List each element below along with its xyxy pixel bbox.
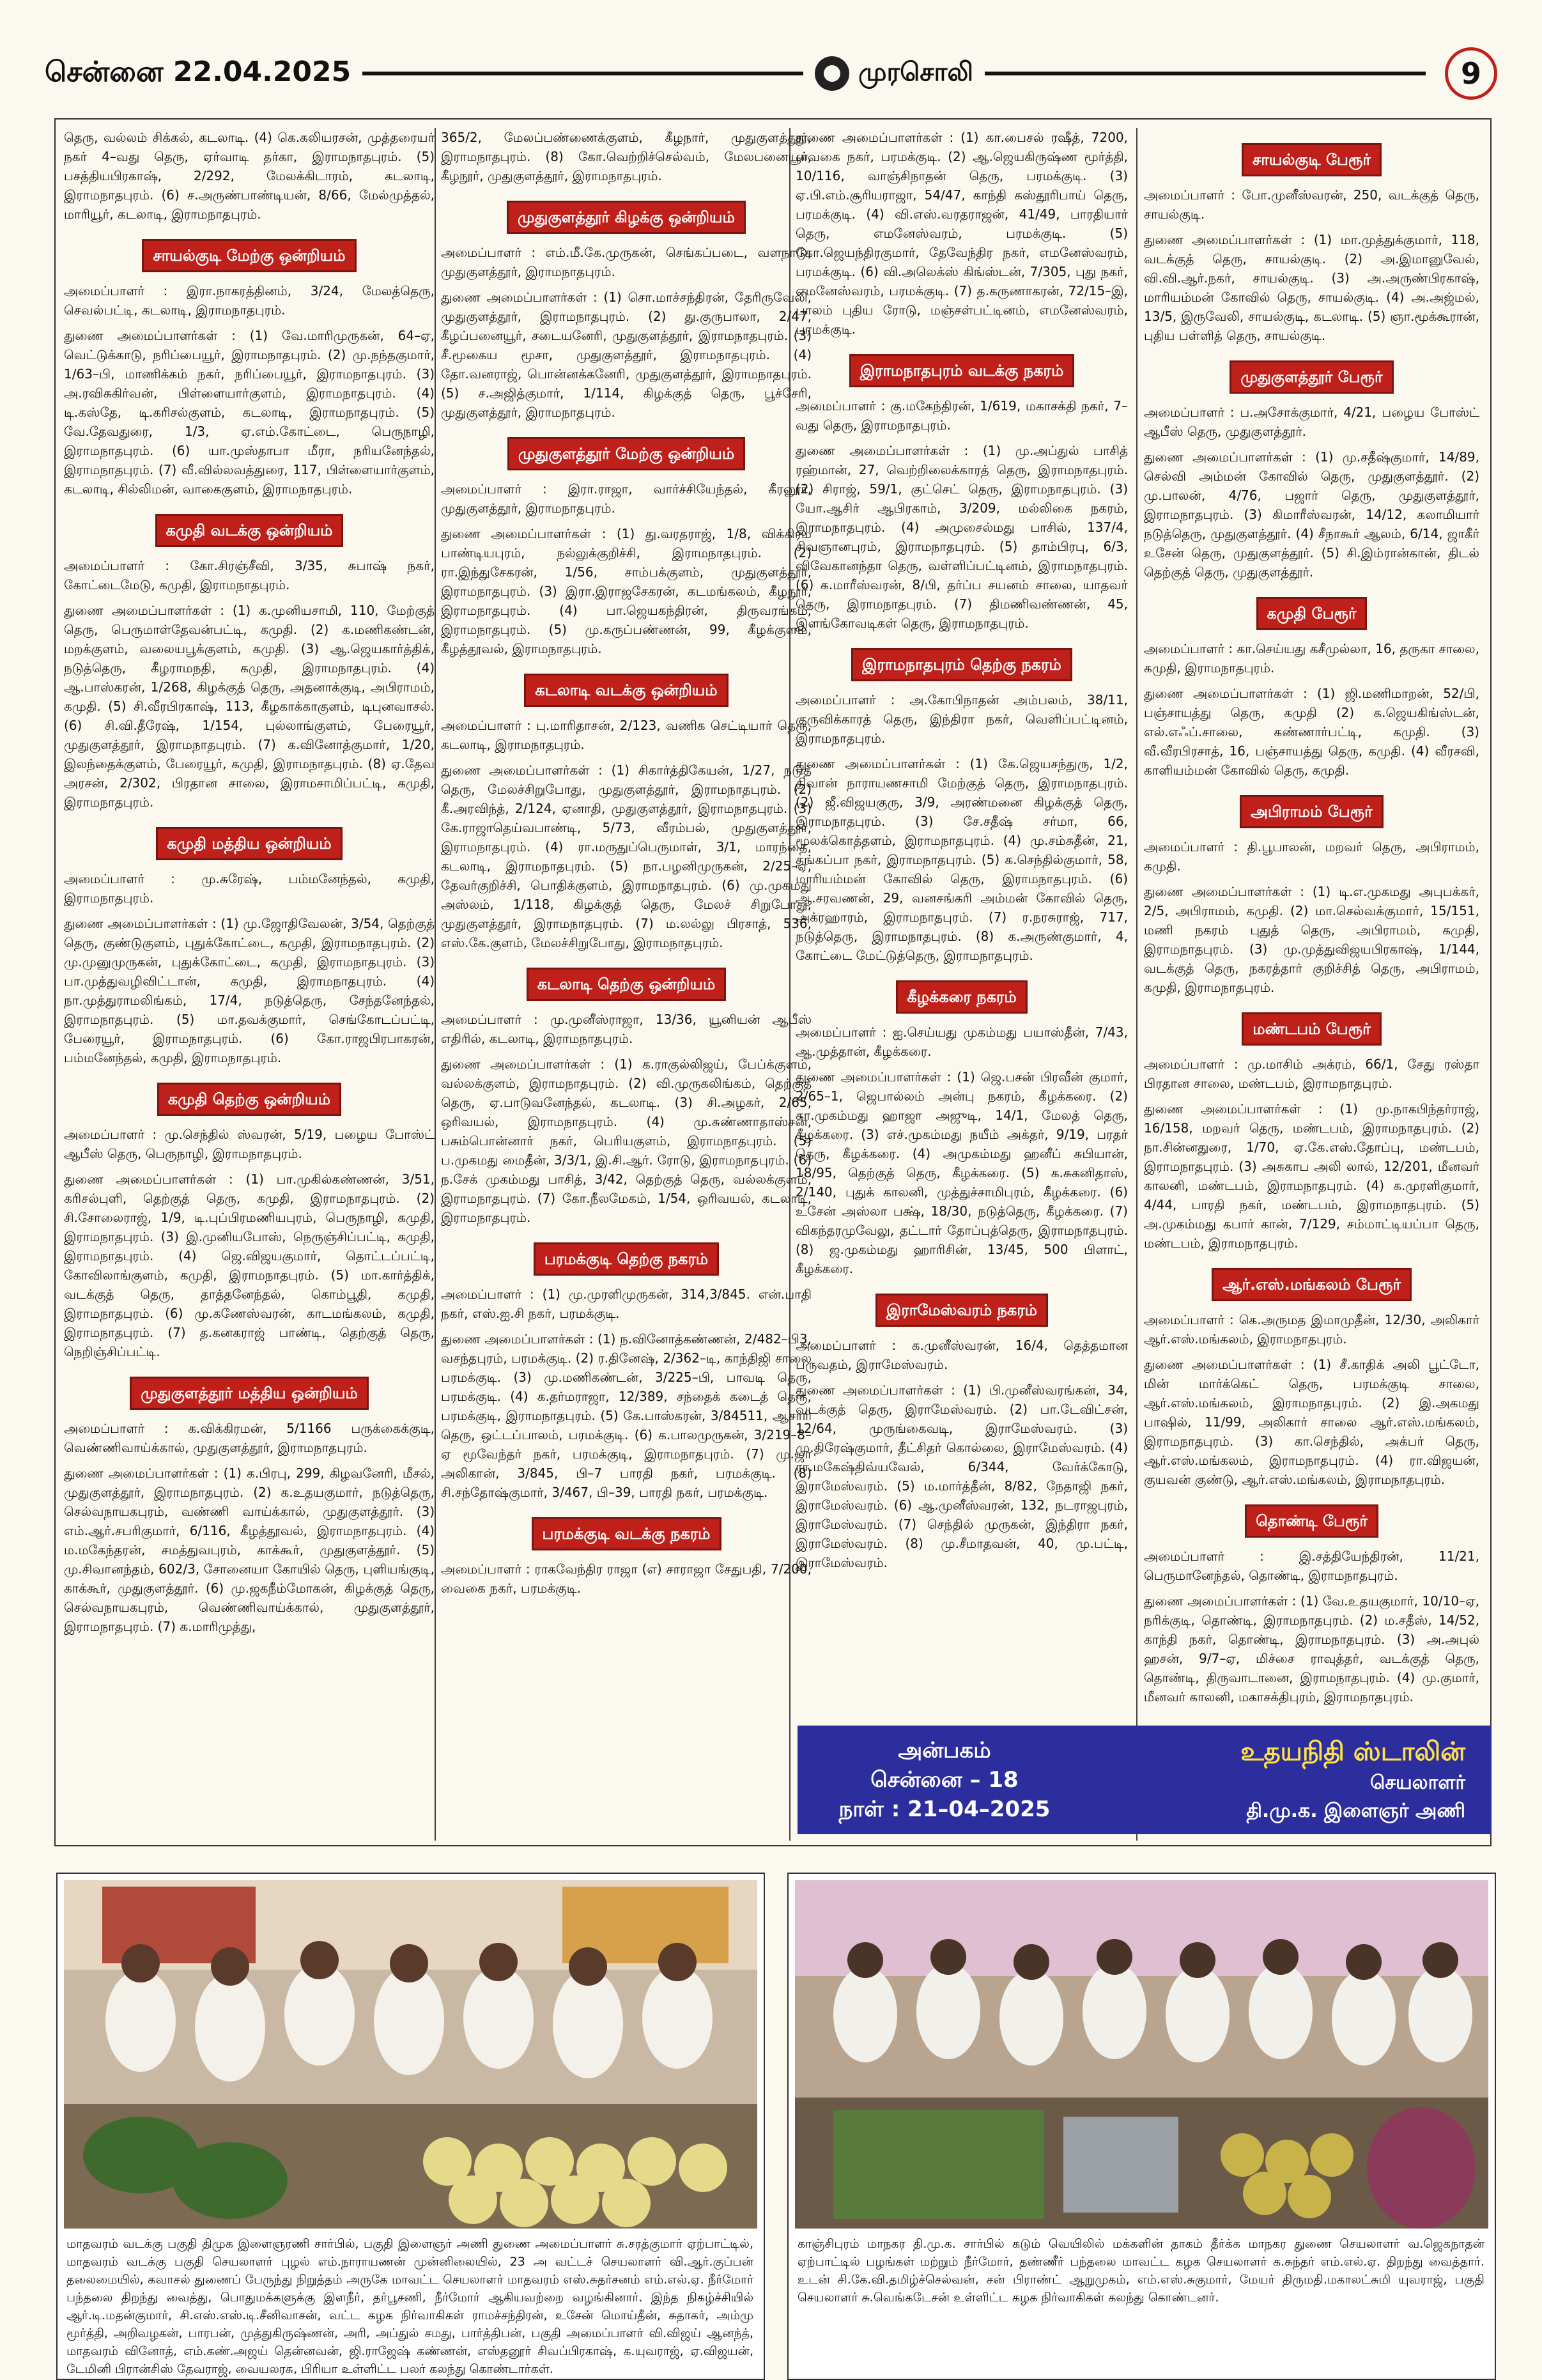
- paragraph: அமைப்பாளர் : க.விக்கிரமன், 5/1166 பருக்கைக்குடி, வெண்ணிவாய்க்கால், முதுகுளத்தூர், இராமநாதபுரம்.: [64, 1421, 435, 1455]
- paragraph: துணை அமைப்பாளர்கள் : (1) மா.முத்துக்குமார், 118, வடக்குத் தெரு, சாயல்குடி. (2) அ.இமானுவேல், வி.வி.ஆர்.நகர், சாயல்குடி. (3) அ.அருண்பிரகாஷ், மாரியம்மன் கோவில் தெரு, சாயல்குடி. (4) அ.அஜ்மல், 13/5, இருவேலி, சாயல்குடி, கடலாடி. (5) ஞா.மூக்கூரான், புதிய பள்ளித் தெரு, சாயல்குடி.: [1144, 232, 1479, 343]
- paragraph: துணை அமைப்பாளர்கள் : (1) க.பிரபு, 299, கிழவனேரி, மீசல், முதுகுளத்தூர், இராமநாதபுரம். (2) க.உதயகுமார், நடுத்தெரு, செல்வநாயகபுரம், வண்ணி வாய்க்கால், முதுகுளத்தூர். (3) எம்.ஆர்.சபரிகுமார், 6/116, கீழத்தூவல், இராமநாதபுரம். (4) ம.மகேந்தரன், சமத்துவபுரம், காக்கூர், முதுகுளத்தூர். (5) மு.சிவானந்தம், 602/3, சோனையா கோயில் தெரு, புளியங்குடி, காக்கூர், முதுகுளத்தூர். (6) மு.ஜகநீம்மோகன், கிழக்குத் தெரு, செல்வநாயகபுரம், வெண்ணிவாய்க்கால், முதுகுளத்தூர், இராமநாதபுரம். (7) க.மாரிமுத்து,: [64, 1465, 435, 1634]
- section-heading: கமுதி மத்திய ஒன்றியம்: [156, 827, 342, 860]
- paragraph: துணை அமைப்பாளர்கள் : (1) பி.முனீஸ்வரங்கன், 34, வடக்குத் தெரு, இராமேஸ்வரம். (2) பா.டேவிட்சன், 12/64, முருங்கைவடி, இராமேஸ்வரம். (3) மு.திரேஷ்குமார், தீட்சிதர் கொல்லை, இராமேஸ்வரம். (4) ரா.மகேஷ்திவ்யவேல், 6/344, வேர்க்கோடு, இராமேஸ்வரம். (5) ம.மார்த்தீன், 8/82, நேதாஜி நகர், இராமேஸ்வரம். (6) ஆ.முனீஸ்வரன், 132, நடராஜபுரம், இராமேஸ்வரம். (7) செந்தில் முருகன், இந்திரா நகர், இராமேஸ்வரம். (8) மு.சீமாதவன், 40, மு.பட்டி, இராமேஸ்வரம்.: [796, 1382, 1128, 1570]
- photo-caption: மாதவரம் வடக்கு பகுதி திமுக இளைஞரணி சார்பில், பகுதி இளைஞர் அணி துணை அமைப்பாளர் சு.சரத்குமார் ஏற்பாட்டில், மாதவரம் வடக்கு பகுதி செயலாளர் புழல் எம்.நாராயணன் முன்னிலையில், 23 அ வட்டச் செயலாளர் வி.ஆர்.குப்பன் தலைமையில், கவாசல் துணைப் பேருந்து நிறுத்தம் அருகே மாவட்ட செயலாளர் மாதவரம் எஸ்.சுதர்சனம் எம்.எல்.ஏ. நீர்மோர் பந்தலை திறந்து வைத்து, பொதுமக்களுக்கு இளநீர், தர்பூசணி, நீர்மோர் ஆகியவற்றை வழங்கினார். இந்த நிகழ்ச்சியில் ஆர்.டி.மதன்குமார், சி.எஸ்.எஸ்.டி.சீனிவாசன், வட்ட கழக நிர்வாகிகள் ராமச்சந்திரன், உசேன் மொய்தீன், சுதாகர், அம்மு மூர்த்தி, அறிவழகன், பாரபன், முத்துகிருஷ்ணன், அரி, அப்துல் சமது, பார்த்திபன், பகுதி அமைப்பாளர் வி.விஜய் ஆனந்த், மாதவரம் வினோத், எம்.கண்.அஜய் தென்னவன், ஜி.ராஜேஷ் கண்ணன், எஸ்தனூர் சிவப்பிரகாஷ், க.யுவராஜ், ஏ.விஜயன், டேமினி பிரான்சிஸ் தேவராஜ், வையலரசு, பிரியா உள்ளிட்ட பலர் கலந்து கொண்டார்கள்.: [66, 2237, 753, 2376]
- paragraph: துணை அமைப்பாளர்கள் : (1) டி.எ.முகமது அபுபக்கர், 2/5, அபிராமம், கமுதி. (2) மா.செல்வக்குமார், 15/151, மணி நகரம் புதுத் தெரு, அபிராமம், கமுதி, இராமநாதபுரம். (3) மு.முத்துவிஜயபிரகாஷ், 1/144, வடக்குத் தெரு, நகரத்தார் குறிச்சித் தெரு, அபிராமம், கமுதி, இராமநாதபுரம்.: [1144, 884, 1479, 995]
- paragraph: அமைப்பாளர் : மு.மாசிம் அக்ரம், 66/1, சேது ரஸ்தா பிரதான சாலை, மண்டபம், இராமநாதபுரம்.: [1144, 1056, 1479, 1091]
- paragraph: அமைப்பாளர் : போ.முனீஸ்வரன், 250, வடக்குத் தெரு, சாயல்குடி.: [1144, 187, 1479, 222]
- paragraph: அமைப்பாளர் : ராகவேந்திர ராஜா (எ) சாராஜா சேதுபதி, 7/200, வைகை நகர், பரமக்குடி.: [441, 1561, 812, 1596]
- paragraph: அமைப்பாளர் : க.முனீஸ்வரன், 16/4, தெத்தமான பருவதம், இராமேஸ்வரம்.: [796, 1338, 1128, 1372]
- page-number: 9: [1445, 47, 1497, 100]
- paragraph: துணை அமைப்பாளர்கள் : (1) சொ.மாச்சந்திரன், தேரிருவேலி, முதுகுளத்தூர், இராமநாதபுரம். (2) து.குருபாலா, 2/47, கீழப்பனையூர், சடையனேரி, முதுகுளத்தூர், இராமநாதபுரம். (3) சீ.மூகைய மூசா, முதுகுளத்தூர், இராமநாதபுரம். (4) தோ.வனராஜ், பொன்னக்கனேரி, முதுகுளத்தூர், இராமநாதபுரம். (5) ச.அஜித்குமார், 1/114, கிழக்குத் தெரு, பூச்சேரி, முதுகுளத்தூர், இராமநாதபுரம்.: [441, 290, 812, 420]
- paragraph: துணை அமைப்பாளர்கள் : (1) மு.சதீஷ்குமார், 14/89, செல்வி அம்மன் கோவில் தெரு, முதுகுளத்தூர். (2) மு.பாலன், 4/76, பஜார் தெரு, முதுகுளத்தூர், இராமநாதபுரம். (3) கிமாரீஸ்வரன், 14/12, கலாமியார் நடுத்தெரு, முதுகுளத்தூர். (4) சீநாகூர் ஆலம், 6/14, ஜாகீர் உசேன் தெரு, முதுகுளத்தூர். (5) சி.இம்ரான்கான், திடல் தெற்குத் தெரு, முதுகுளத்தூர்.: [1144, 449, 1479, 580]
- masthead-rule-right: [985, 72, 1426, 75]
- signatory-role: செயலாளர்: [1369, 1772, 1465, 1794]
- section-heading: கடலாடி தெற்கு ஒன்றியம்: [527, 968, 726, 1001]
- notice-place: அன்பகம்: [898, 1738, 991, 1763]
- text-column-3: [796, 128, 1128, 1713]
- paper-brand: [815, 56, 973, 91]
- section-heading: அபிராமம் பேரூர்: [1240, 795, 1383, 828]
- section-heading: இராமநாதபுரம் தெற்கு நகரம்: [851, 648, 1072, 681]
- masthead: [45, 45, 1497, 102]
- paragraph: துணை அமைப்பாளர்கள் : (1) ஜி.மணிமாறன், 52/பி, பஞ்சாயத்து தெரு, கமுதி (2) க.ஜெயகிங்ஸ்டன், எல்.எஃப்.சாலை, கண்ணார்பட்டி, கமுதி. (3) வீ.வீரபிரசாத், 16, பஞ்சாயத்து தெரு, கமுதி. (4) வீரசவி, காளியம்மன் கோவில் தெரு, கமுதி.: [1144, 686, 1479, 778]
- notice-signatory: [1091, 1726, 1491, 1834]
- masthead-rule-left: [362, 72, 803, 75]
- paragraph: துணை அமைப்பாளர்கள் : (1) சீ.காதிக் அலி பூட்டோ, மின் மார்க்கெட் தெரு, பரமக்குடி சாலை, ஆர்.எஸ்.மங்கலம், இராமநாதபுரம். (2) இ.அகமது பாஷில், 11/99, அலிகார் சாலை ஆர்.எஸ்.மங்கலம், இராமநாதபுரம். (3) கா.செந்தில், அக்பர் தெரு, ஆர்.எஸ்.மங்கலம், இராமநாதபுரம். (4) ரா.விஜயன், குயவன் குண்டு, ஆர்.எஸ்.மங்கலம், இராமநாதபுரம்.: [1144, 1357, 1479, 1487]
- paragraph: அமைப்பாளர் : மு.முனீஸ்ராஜா, 13/36, யூனியன் ஆபீஸ் எதிரில், கடலாடி, இராமநாதபுரம்.: [441, 1012, 812, 1046]
- paragraph: அமைப்பாளர் : கெ.அருமத இமாமுதீன், 12/30, அலிகார் ஆர்.எஸ்.மங்கலம், இராமநாதபுரம்.: [1144, 1312, 1479, 1347]
- signatory-name: உதயநிதி ஸ்டாலின்: [1240, 1737, 1465, 1766]
- photo-fruit-distribution: [64, 1880, 757, 2229]
- section-heading: கமுதி பேரூர்: [1256, 597, 1368, 630]
- paragraph: துணை அமைப்பாளர்கள் : (1) மு.ஜோதிவேலன், 3/54, தெற்குத் தெரு, குண்டுகுளம், புதுக்கோட்டை, கமுதி, இராமநாதபுரம். (2) மு.முனுமுருகன், புதுக்கோட்டை, கமுதி, இராமநாதபுரம். (3) பா.முத்துவழிவிட்டான், கமுதி, இராமநாதபுரம். (4) நா.முத்துராமலிங்கம், 17/4, நடுத்தெரு, சேந்தனேந்தல், இராமநாதபுரம். (5) மா.தவக்குமார், செங்கோடப்பட்டி, பேரையூர், இராமநாதபுரம். (6) கோ.ராஜபிரபாகரன், பம்மனேந்தல், கமுதி, இராமநாதபுரம்.: [64, 916, 435, 1065]
- section-heading: இராமேஸ்வரம் நகரம்: [875, 1294, 1048, 1327]
- paragraph: துணை அமைப்பாளர்கள் : (1) கா.பைசல் ரஷீத், 7200, வைகை நகர், பரமக்குடி. (2) ஆ.ஜெயகிருஷ்ண மூர்த்தி, 10/116, வாஞ்சிநாதன் தெரு, பரமக்குடி. (3) ஏ.பி.எம்.சூரியராஜா, 54/47, காந்தி கஸ்தூரிபாய் தெரு, பரமக்குடி. (4) வி.எஸ்.வரதராஜன், 41/49, பாரதியார் தெரு, எமனேஸ்வரம், பரமக்குடி. (5) கோ.ஜெயந்திரகுமார், தேவேந்திர நகர், எமனேஸ்வரம், பரமக்குடி. (6) வி.அலெக்ஸ் கிங்ஸ்டன், 7/305, புது நகர், எமனேஸ்வரம், பரமக்குடி. (7) த.கருணாகரன், 72/15–இ, பாலம் புதிய ரோடு, மஞ்சள்பட்டினம், எமனேஸ்வரம், பரமக்குடி.: [796, 130, 1128, 337]
- paragraph: அமைப்பாளர் : தி.பூபாலன், மறவர் தெரு, அபிராமம், கமுதி.: [1144, 839, 1479, 874]
- section-heading: தொண்டி பேரூர்: [1245, 1504, 1378, 1538]
- news-photo-1: [56, 1873, 765, 2380]
- text-column-1: [64, 128, 435, 1841]
- paragraph: துணை அமைப்பாளர்கள் : (1) ந.வினோத்கண்ணன், 2/482–பி3, வசந்தபுரம், பரமக்குடி. (2) ர.தினேஷ், 2/362–டி, காந்திஜி சாலை பரமக்குடி. (3) மு.மணிகண்டன், 3/225–பி, பாவடி தெரு, பரமக்குடி. (4) க.தர்மராஜா, 12/389, சந்தைக் கடைத் தெரு, பரமக்குடி, இராமநாதபுரம். (5) கே.பாஸ்கரன், 3/84511, ஆசாரி தெரு, ஒட்டப்பாலம், பரமக்குடி. (6) க.பாலமுருகன், 3/219–8–ஏ மூவேந்தர் நகர், பரமக்குடி, இராமநாதபுரம். (7) மு.ஜா அலிகான், 3/845, பி–7 பாரதி நகர், பரமக்குடி. (8) சி.சந்தோஷ்குமார், 3/467, பி–39, பாரதி நகர், பரமக்குடி.: [441, 1331, 812, 1500]
- paragraph: அமைப்பாளர் : இரா.நாகரத்தினம், 3/24, மேலத்தெரு, செவல்பட்டி, கடலாடி, இராமநாதபுரம்.: [64, 283, 435, 318]
- section-heading: முதுகுளத்தூர் மத்திய ஒன்றியம்: [130, 1377, 369, 1410]
- paragraph: 365/2, மேலப்பண்ணைக்குளம், கீழநார், முதுகுளத்தூர், இராமநாதபுரம். (8) கோ.வெற்றிச்செல்வம், மேலபனையூர், கீழநூர், முதுகுளத்தூர், இராமநாதபுரம்.: [441, 130, 812, 183]
- date-line: சென்னை 22.04.2025: [45, 55, 351, 88]
- section-heading: கடலாடி வடக்கு ஒன்றியம்: [524, 674, 728, 707]
- paragraph: துணை அமைப்பாளர்கள் : (1) மு.நாகபிந்தர்ராஜ், 16/158, மறவர் தெரு, மண்டபம், இராமநாதபுரம். (2) நா.சின்னதுரை, 1/70, ஏ.கே.எஸ்.தோப்பு, மண்டபம், இராமநாதபுரம். (3) அசுகாப அலி லால், 12/201, மீனவர் காலனி, மண்டபம், இராமநாதபுரம். (4) க.முரளிகுமார், 4/44, பாரதி நகர், மண்டபம், இராமநாதபுரம். (5) அ.முகம்மது கபார் கான், 7/129, சம்மாட்டியப்பா தெரு, மண்டபம், இராமநாதபுரம்.: [1144, 1101, 1479, 1251]
- photo-water-pandal: [795, 1880, 1488, 2229]
- section-heading: பரமக்குடி தெற்கு நகரம்: [534, 1242, 719, 1276]
- paragraph: அமைப்பாளர் : (1) மு.முரளிமுருகன், 314,3/845. என்.பாதி நகர், எஸ்.ஐ.சி நகர், பரமக்குடி.: [441, 1287, 812, 1321]
- paragraph: அமைப்பாளர் : கா.செய்யது கசீமுல்லா, 16, தருகா சாலை, கமுதி, இராமநாதபுரம்.: [1144, 641, 1479, 676]
- paragraph: துணை அமைப்பாளர்கள் : (1) வே.உதயகுமார், 10/10–ஏ, நரிக்குடி, தொண்டி, இராமநாதபுரம். (2) ம.சதீஸ், 14/52, காந்தி நகர், தொண்டி, இராமநாதபுரம். (3) அ.அபுல் ஹசன், 9/7–ஏ, மிச்சை ராவுத்தர், வடக்குத் தெரு, தொண்டி, திருவாடானை, இராமநாதபுரம். (4) மு.குமார், மீனவர் காலனி, மகாசக்திபுரம், இராமநாதபுரம்.: [1144, 1593, 1479, 1704]
- notice-city: சென்னை – 18: [870, 1767, 1019, 1793]
- paragraph: அமைப்பாளர் : ஐ.செய்யது முகம்மது பயாஸ்தீன், 7/43, ஆ.முத்தான், கீழக்கரை.: [796, 1024, 1128, 1059]
- paragraph: துணை அமைப்பாளர்கள் : (1) து.வரதராஜ், 1/8, விக்கிரம பாண்டியபுரம், நல்லுக்குறிச்சி, இராமநாதபுரம். (2) ரா.இந்துசேகரன், 1/56, சாம்பக்குளம், முதுகுளத்தூர், இராமநாதபுரம். (3) இரா.இராஜசேகரன், கடமங்கலம், கீழநூர், இராமநாதபுரம். (4) பா.ஜெயகந்திரன், திருவரங்கம், இராமநாதபுரம். (5) மு.கருப்பண்ணன், 99, கீழக்குளம், கீழத்தூவல், இராமநாதபுரம்.: [441, 526, 812, 656]
- paragraph: அமைப்பாளர் : பு.மாரிதாசன், 2/123, வணிக செட்டியார் தெரு, கடலாடி, இராமநாதபுரம்.: [441, 718, 812, 752]
- text-column-4: [1144, 128, 1479, 1713]
- paragraph: துணை அமைப்பாளர்கள் : (1) ஜெ.பசன் பிரவீன் குமார், 2/65–1, ஜெபால்லம் அன்பு நகரம், கீழக்கரை. (2) கா.முகம்மது ஹாஜா அஜுடி, 14/1, மேலத் தெரு, கீழக்கரை. (3) எச்.முகம்மது நயீம் அக்தர், 9/19, பரதர் தெரு, கீழக்கரை. (4) அமுகம்மது ஹனீப் சுபியான், 18/95, தெற்குத் தெரு, கீழக்கரை. (5) க.சுகனிதாஸ், 2/140, புதுக் காலனி, முத்துச்சாமிபுரம், கீழக்கரை. (6) உசேன் அஸ்லா பக்ஷ், 18/30, நடுத்தெரு, கீழக்கரை. (7) விகந்தரமுவேலு, தட்டார் தோப்புத்தெரு, இராமநாதபுரம். (8) ஜ.முகம்மது ஹாரிசின், 13/45, 500 பிளாட், கீழக்கரை.: [796, 1069, 1128, 1276]
- paragraph: அமைப்பாளர் : மு.செந்தில் ஸ்வரன், 5/19, பழைய போஸ்ட் ஆபீஸ் தெரு, பெருநாழி, இராமநாதபுரம்.: [64, 1127, 435, 1161]
- section-heading: சாயல்குடி மேற்கு ஒன்றியம்: [142, 239, 356, 272]
- paragraph: அமைப்பாளர் : இ.சத்தியேந்திரன், 11/21, பெருமானேந்தல், தொண்டி, இராமநாதபுரம்.: [1144, 1549, 1479, 1583]
- section-heading: ஆர்.எஸ்.மங்கலம் பேரூர்: [1212, 1268, 1412, 1301]
- paragraph: அமைப்பாளர் : கோ.சிரஞ்சீவி, 3/35, சுபாஷ் நகர், கோட்டைமேடு, கமுதி, இராமநாதபுரம்.: [64, 558, 435, 592]
- paragraph: தெரு, வல்லம் சிக்கல், கடலாடி. (4) கெ.கலியரசன், முத்தரையர் நகர் 4–வது தெரு, ஏர்வாடி தர்கா, இராமநாதபுரம். (5) பசத்தியபிரகாஷ், 2/292, மேலக்கிடாரம், கடலாடி, இராமநாதபுரம். (6) ச.அருண்பாண்டியன், 8/66, மேல்முத்தல், மாரியூர், கடலாடி, இராமநாதபுரம்.: [64, 130, 435, 222]
- section-heading: முதுகுளத்தூர் மேற்கு ஒன்றியம்: [507, 437, 745, 470]
- paragraph: அமைப்பாளர் : கு.மகேந்திரன், 1/619, மகாசக்தி நகர், 7–வது தெரு, இராமநாதபுரம்.: [796, 398, 1128, 433]
- notice-box: [798, 1726, 1491, 1834]
- paragraph: துணை அமைப்பாளர்கள் : (1) பா.முகில்கண்ணன், 3/51, கரிசல்புளி, தெற்குத் தெரு, கமுதி, இராமநாதபுரம். (2) சி.சோலைராஜ், 1/9, டி.புப்பிரமணியபுரம், பெருநாழி, கமுதி, இராமநாதபுரம். (3) இ.முனியபோஸ், நெருஞ்சிப்பட்டி, கமுதி, இராமநாதபுரம். (4) ஜெ.விஜயகுமார், தொட்டப்பட்டி, கோவிலாங்குளம், கமுதி, இராமநாதபுரம். (5) மா.கார்த்திக், வடக்குத் தெரு, தாத்தனேந்தல், கொம்பூதி, கமுதி, இராமநாதபுரம். (6) மு.கணேஸ்வரன், காடமங்கலம், கமுதி, இராமநாதபுரம். (7) த.கனகராஜ் பாண்டி, தெற்குத் தெரு, நெறிஞ்சிப்பட்டி.: [64, 1171, 435, 1359]
- section-heading: முதுகுளத்தூர் கிழக்கு ஒன்றியம்: [507, 201, 746, 234]
- section-heading: இராமநாதபுரம் வடக்கு நகரம்: [849, 354, 1075, 387]
- photo-caption: காஞ்சிபுரம் மாநகர தி.மு.க. சார்பில் கடும் வெயிலில் மக்களின் தாகம் தீர்க்க மாநகர துணை செயலாளர் வ.ஜெகநாதன் ஏற்பாட்டில் பழங்கள் மற்றும் நீர்மோர், தண்ணீர் பந்தலை மாவட்ட கழக செயலாளர் க.சுந்தர் எம்.எல்.ஏ. திறந்து வைத்தார். உடன் சி.கே.வி.தமிழ்ச்செல்வன், சன் பிராண்ட் ஆறுமுகம், எம்.எஸ்.சுகுமார், மேயர் திருமதி.மகாலட்சுமி யுவராஜ், பகுதி செயலாளர் சு.வெங்கடேசன் உள்ளிட்ட கழக நிர்வாகிகள் கலந்து கொண்டனர்.: [798, 2237, 1484, 2305]
- section-heading: பரமக்குடி வடக்கு நகரம்: [532, 1517, 721, 1550]
- section-heading: கீழக்கரை நகரம்: [896, 980, 1027, 1014]
- notice-place-date: [798, 1726, 1091, 1834]
- column-divider: [435, 128, 436, 1841]
- notice-date: நாள் : 21–04–2025: [838, 1797, 1051, 1822]
- section-heading: முதுகுளத்தூர் பேரூர்: [1230, 360, 1393, 394]
- section-heading: சாயல்குடி பேரூர்: [1242, 143, 1382, 176]
- section-heading: மண்டபம் பேரூர்: [1242, 1012, 1381, 1046]
- column-divider: [1136, 128, 1137, 1841]
- section-heading: கமுதி தெற்கு ஒன்றியம்: [157, 1083, 341, 1116]
- paper-name: முரசொலி: [858, 57, 974, 87]
- paragraph: அமைப்பாளர் : மு.சுரேஷ், பம்மனேந்தல், கமுதி, இராமநாதபுரம்.: [64, 871, 435, 906]
- paragraph: துணை அமைப்பாளர்கள் : (1) சிகார்த்திகேயன், 1/27, நடுத் தெரு, மேலச்சிறுபோது, முதுகுளத்தூர், இராமநாதபுரம். (2) கீ.அரவிந்த், 2/124, ஏனாதி, முதுகுளத்தூர், இராமநாதபுரம். (3) கே.ராஜாதெய்வபாண்டி, 5/73, வீரம்பல், முதுகுளத்தூர், இராமநாதபுரம். (4) ரா.மருதுப்பெருமாள், 3/1, மாரந்தை, கடலாடி, இராமநாதபுரம். (5) நா.பழனிமுருகன், 2/25–ஏ, தேவர்குறிச்சி, பொதிக்குளம், இராமநாதபுரம். (6) மு.முகமது அஸ்லம், 1/118, கிழக்குத் தெரு, மேலச் சிறுபோது, முதுகுளத்தூர், இராமநாதபுரம். (7) ம.லல்லு பிரசாத், 536, எஸ்.கே.குளம், மேலச்சிறுபோது, இராமநாதபுரம்.: [441, 762, 812, 950]
- paragraph: துணை அமைப்பாளர்கள் : (1) க.ராகுல்லிஜய், பேப்க்குளம், வல்லக்குளம், இராமநாதபுரம். (2) வி.முருகலிங்கம், தெற்குத் தெரு, ஏ.பாடுவனேந்தல், கடலாடி. (3) சி.அழகர், 2/65, ஒரிவயல், இராமநாதபுரம். (4) மு.சுண்ணாதாஸ்சன், பசும்பொன்னார் நகர், பெரியகுளம், இராமநாதபுரம். (5) ப.முகமது மைதீன், 3/3/1, இ.சி.ஆர். ரோடு, இராமநாதபுரம். (6) ந.சேக் முகம்மது பாசித், 3/42, தெற்குத் தெரு, வல்லக்குளம், இராமநாதபுரம். (7) கோ.நீலமேகம், 1/54, ஒரிவயல், கடலாடி, இராமநாதபுரம்.: [441, 1056, 812, 1225]
- paragraph: அமைப்பாளர் : இரா.ராஜா, வார்ச்சியேந்தல், கீரனூர், முதுகுளத்தூர், இராமநாதபுரம்.: [441, 481, 812, 516]
- paragraph: அமைப்பாளர் : ப.அசோக்குமார், 4/21, பழைய போஸ்ட் ஆபீஸ் தெரு, முதுகுளத்தூர்.: [1144, 405, 1479, 439]
- paragraph: அமைப்பாளர் : எம்.மீ.கே.முருகன், செங்கப்படை, வளநாடு, முதுகுளத்தூர், இராமநாதபுரம்.: [441, 245, 812, 279]
- paragraph: துணை அமைப்பாளர்கள் : (1) கே.ஜெயசந்துரு, 1/2, திவான் நாராயணசாமி மேற்குத் தெரு, இராமநாதபுரம். (2) ஜீ.விஜயகுரு, 3/9, அரண்மனை கிழக்குத் தெரு, இராமநாதபுரம். (3) சே.சதீஷ் சர்மா, 66, மூலக்கொத்தளம், இராமநாதபுரம். (4) மு.சம்சுதீன், 21, தங்கப்பா நகர், இராமநாதபுரம். (5) க.செந்தில்குமார், 58, மாரியம்மன் கோவில் தெரு, இராமநாதபுரம். (6) ஆ.சரவணன், 29, வனசங்கரி அம்மன் கோவில் தெரு, அக்ரஹாரம், இராமநாதபுரம். (7) ர.நரசுராஜ், 717, நடுத்தெரு, இராமநாதபுரம். (8) க.அருண்குமார், 4, கோட்டை மேட்டுத்தெரு, இராமநாதபுரம்.: [796, 756, 1128, 963]
- signatory-org: தி.மு.க. இளைஞர் அணி: [1246, 1800, 1465, 1822]
- paragraph: துணை அமைப்பாளர்கள் : (1) க.முனியசாமி, 110, மேற்குத் தெரு, பெருமாள்தேவன்பட்டி, கமுதி. (2) க.மணிகண்டன், மறக்குளம், வலையபூக்குளம், கமுதி. (3) ஆ.ஜெயகார்த்திக், நடுத்தெரு, கீழராமநதி, கமுதி, இராமநாதபுரம். (4) ஆ.பாஸ்கரன், 1/268, கிழக்குத் தெரு, அதனாக்குடி, அபிராமம், கமுதி. (5) சி.வீரபிரகாஷ், 113, கீழகாக்காகுளம், டிபுனவாசல். (6) சி.வி.தீரேஷ், 1/154, புல்லாங்குளம், பேரையூர், முதுகுளத்தூர், இராமநாதபுரம். (7) க.வினோத்குமார், 1/20, இலந்தைக்குளம், பேரையூர், கமுதி, இராமநாதபுரம். (8) ஏ.தேவ அரசன், 2/302, பிரதான சாலை, இராமசாமிப்பட்டி, கமுதி, இராமநாதபுரம்.: [64, 603, 435, 810]
- paragraph: துணை அமைப்பாளர்கள் : (1) மு.அப்துல் பாசித் ரஹ்மான், 27, வெற்றிலைக்காரத் தெரு, இராமநாதபுரம். (2) சிராஜ், 59/1, குட்செட் தெரு, இராமநாதபுரம். (3) யோ.ஆசிர் ஆபிரகாம், 3/209, மல்லிகை நகரம், இராமநாதபுரம். (4) அமுசைல்மது பாசில், 137/4, சிவஞானபுரம், இராமநாதபுரம். (5) தாம்பிரபு, 6/3, விவேகானந்தா தெரு, வள்ளிப்பட்டினம், இராமநாதபுரம். (6) க.மாரீஸ்வரன், 8/பி, தர்ப்ப சயனம் சாலை, யாதவர் தெரு, இராமநாதபுரம். (7) திமணிவண்ணன், 45, இளங்கோவடிகள் தெரு, இராமநாதபுரம்.: [796, 443, 1128, 631]
- news-photo-2: [787, 1873, 1496, 2380]
- paragraph: அமைப்பாளர் : அ.கோபிநாதன் அம்பலம், 38/11, குருவிக்காரத் தெரு, இந்திரா நகர், வெளிப்பட்டினம், இராமநாதபுரம்.: [796, 692, 1128, 746]
- text-column-2: [441, 128, 812, 1841]
- rising-sun-emblem-icon: [815, 56, 849, 91]
- paragraph: துணை அமைப்பாளர்கள் : (1) வே.மாரிமுருகன், 64–ஏ, வெட்டுக்காடு, நரிப்பையூர், இராமநாதபுரம். (2) மு.நந்தகுமார், 1/63–பி, மாணிக்கம் நகர், நரிப்பையூர், இராமநாதபுரம். (3) அ.ரவிசுகிர்வன், பிள்ளையார்குளம், இராமநாதபுரம். (4) டி.கஸ்தே, டி.கரிசல்குளம், கடலாடி, இராமநாதபுரம். (5) வே.தேவதுரை, 1/3, ஏ.எம்.கோட்டை, பெருநாழி, இராமநாதபுரம். (6) யா.முஸ்தாபா மீரா, நரியனேந்தல், இராமநாதபுரம். (7) வீ.வில்லவத்துரை, 117, பிள்ளையார்குளம், கடலாடி, சில்லிமன், வாகைகுளம், இராமநாதபுரம்.: [64, 328, 435, 497]
- section-heading: கமுதி வடக்கு ஒன்றியம்: [155, 514, 344, 547]
